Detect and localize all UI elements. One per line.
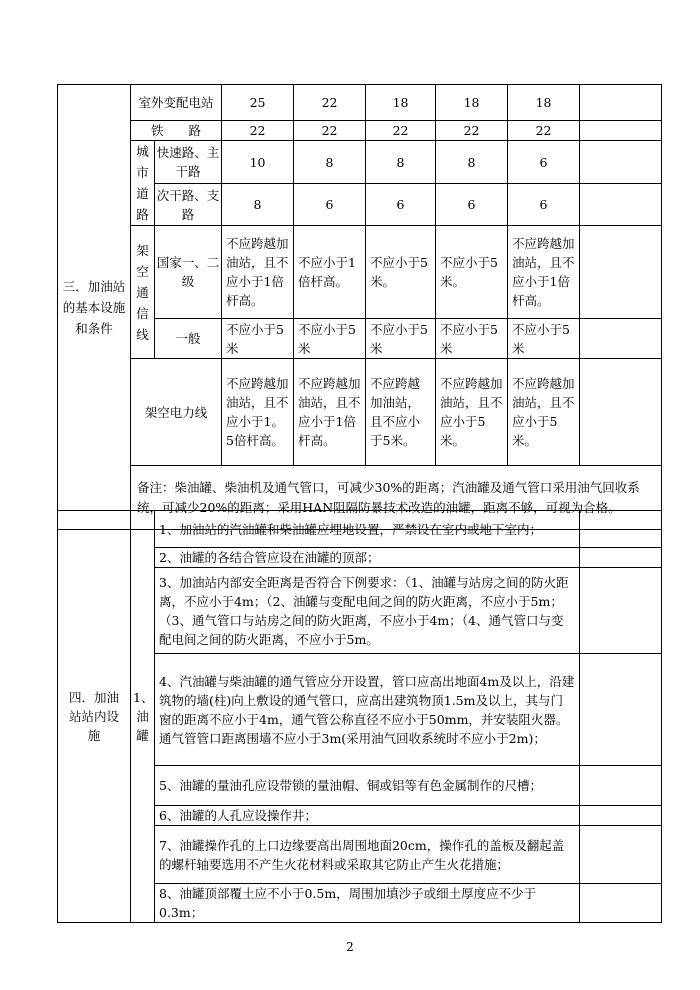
sub-label: 1、油罐 [131,511,155,923]
cell: 不应跨越加油站，且不应小于5米。 [366,359,436,466]
cell: 6 [366,184,436,226]
item: 5、油罐的量油孔应设带锁的量油帽、铜或铝等有色金属制作的尺槽； [155,766,580,806]
item: 8、油罐顶部覆土应不小于0.5m，周围加填沙子或细土厚度应不少于0.3m； [155,884,580,923]
cell: 18 [508,85,580,121]
cell [580,319,662,359]
cell: 不应跨越加油站，且不应小于1倍杆高。 [222,226,294,319]
cell: 22 [294,85,366,121]
distance-table [57,84,662,530]
cell: 8 [294,141,366,184]
cell: 22 [366,121,436,141]
cell: 22 [508,121,580,141]
item: 6、油罐的人孔应设操作井； [155,806,580,826]
cell: 不应跨越加油站，且不应小于5米。 [508,359,580,466]
cell: 22 [294,121,366,141]
cell: 18 [436,85,508,121]
cell [580,141,662,184]
cell: 不应小于5米 [222,319,294,359]
note: 备注：柴油罐、柴油机及通气管口，可减少30%的距离；汽油罐及通气管口采用油气回收系统，可减少20%的距离；采用HAN阻隔防暴技术改造的油罐，距离不够，可视为合格。 [131,466,662,530]
row-label: 铁 路 [131,121,222,141]
row-label: 架空电力线 [131,359,222,466]
cell: 6 [508,141,580,184]
cell [580,85,662,121]
row-label: 次干路、支路 [155,184,222,226]
cell: 22 [222,121,294,141]
cell: 不应小于5米 [436,319,508,359]
cell: 不应跨越加油站，且不应小于1倍杆高。 [508,226,580,319]
group-label: 架空通信线 [131,226,155,359]
section-label: 三．加油站的基本设施和条件 [58,85,131,530]
item: 2、油罐的各结合管应设在油罐的顶部； [155,548,580,568]
cell: 不应小于5米。 [436,226,508,319]
item: 1、加油站的汽油罐和柴油罐应埋地设置，严禁设在室内或地下室内； [155,511,580,548]
cell: 10 [222,141,294,184]
cell: 不应小于1倍杆高。 [294,226,366,319]
cell [580,226,662,319]
cell: 8 [436,141,508,184]
cell: 不应小于5米。 [366,226,436,319]
check-cell [580,568,662,654]
cell [580,359,662,466]
cell: 22 [436,121,508,141]
cell: 6 [436,184,508,226]
cell [580,184,662,226]
cell: 不应跨越加油站，且不应小于1倍杆高。 [294,359,366,466]
item: 4、汽油罐与柴油罐的通气管应分开设置，管口应高出地面4m及以上，沿建筑物的墙(柱)向上敷设的通气管口，应高出建筑物顶1.5m及以上，其与门窗的距离不应小于4m，通气管公称直径不应小于50mm，并安装阻火器。通气管管口距离围墙不应小于3m(采用油气回收系统时不应小于2m)； [155,654,580,766]
cell: 6 [294,184,366,226]
check-cell [580,884,662,923]
group-label: 城市道路 [131,141,155,226]
check-cell [580,511,662,548]
check-cell [580,826,662,884]
row-label: 国家一、二级 [155,226,222,319]
cell: 不应小于5米 [508,319,580,359]
page-number: 2 [346,940,354,954]
cell: 不应跨越加油站，且不应小于1。5倍杆高。 [222,359,294,466]
section-label: 四．加油站站内设施 [58,511,131,923]
cell: 不应小于5米 [294,319,366,359]
row-label: 室外变配电站 [131,85,222,121]
cell: 不应跨越加油站，且不应小于5米。 [436,359,508,466]
row-label: 一般 [155,319,222,359]
cell: 8 [222,184,294,226]
row-label: 快速路、主干路 [155,141,222,184]
cell: 25 [222,85,294,121]
check-cell [580,766,662,806]
check-cell [580,548,662,568]
check-cell [580,654,662,766]
facility-table [57,510,662,923]
cell: 6 [508,184,580,226]
item: 7、油罐操作孔的上口边缘要高出周围地面20cm，操作孔的盖板及翻起盖的螺杆轴要选用不产生火花材料或采取其它防止产生火花措施； [155,826,580,884]
cell: 8 [366,141,436,184]
cell [580,121,662,141]
check-cell [580,806,662,826]
item: 3、加油站内部安全距离是否符合下例要求：（1、油罐与站房之间的防火距离，不应小于4m；（2、油罐与变配电间之间的防火距离，不应小于5m；（3、通气管口与站房之间的防火距离，不应小于4m；（4、通气管口与变配电间之间的防火距离，不应小于5m。 [155,568,580,654]
cell: 不应小于5米 [366,319,436,359]
cell: 18 [366,85,436,121]
